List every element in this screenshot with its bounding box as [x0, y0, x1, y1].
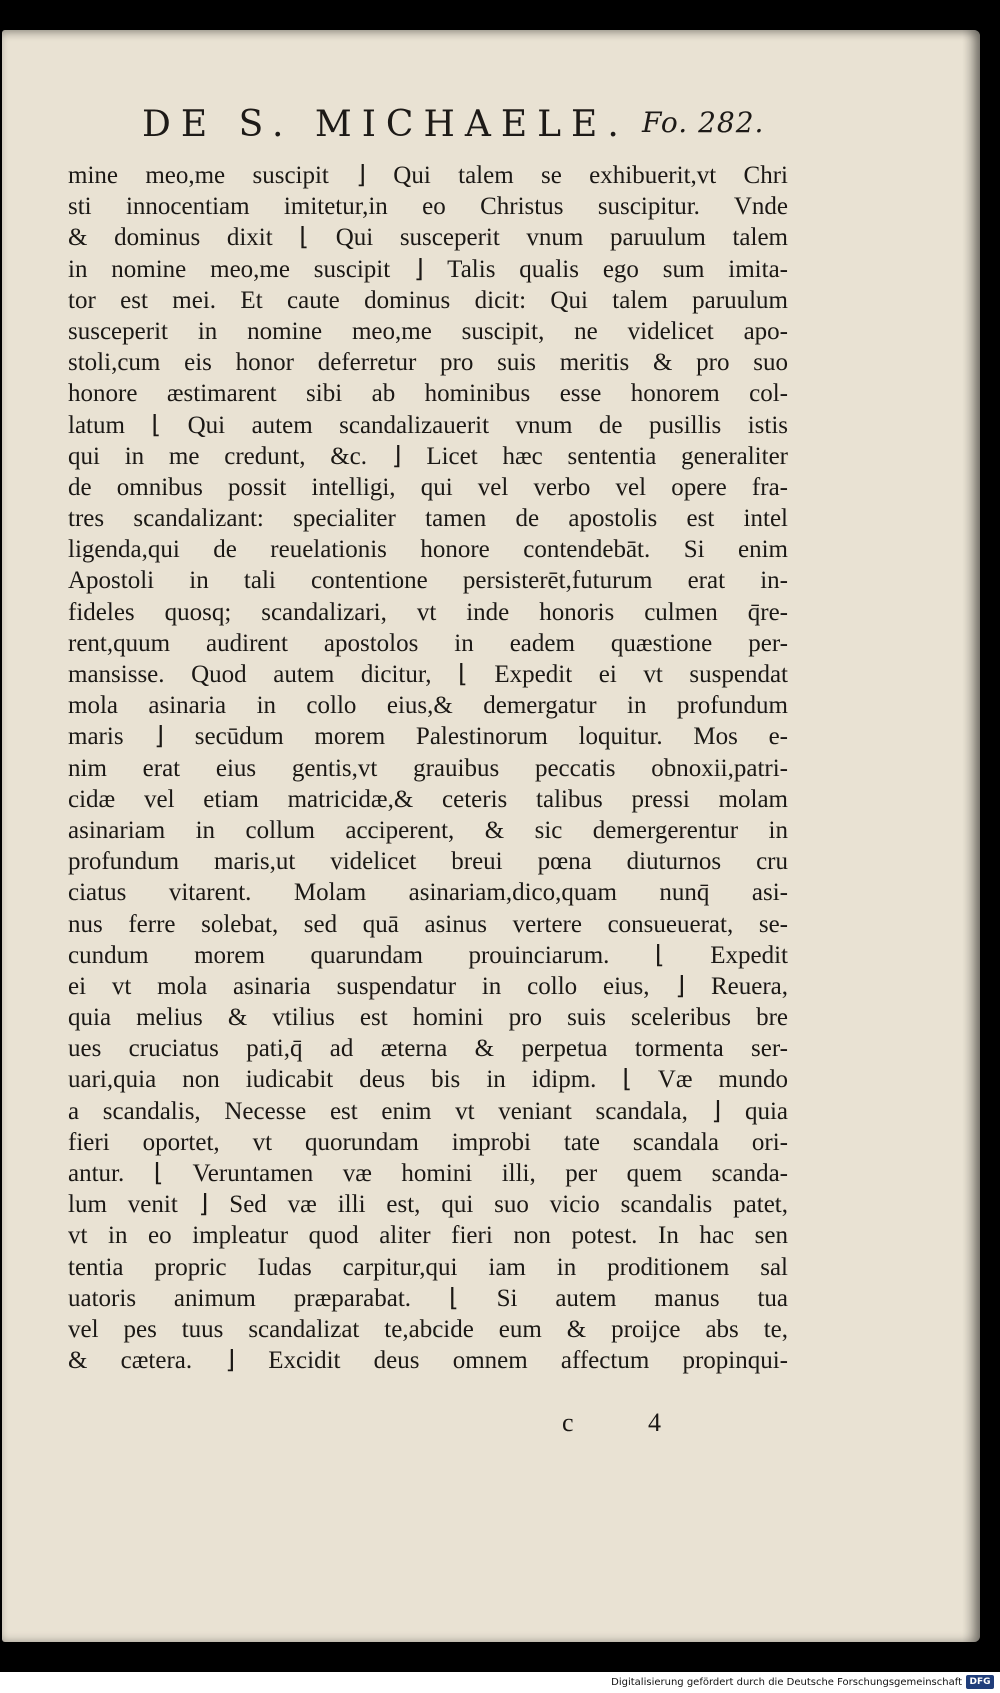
digitization-credit: Digitalisierung gefördert durch die Deutsche Forschungsgemeinschaft	[611, 1677, 962, 1688]
dfg-logo: DFG	[966, 1675, 994, 1689]
text-line: nim erat eius gentis,vt grauibus peccatis obnoxii,patri-	[68, 754, 788, 782]
text-line: tres scandalizant: specialiter tamen de apostolis est intel	[68, 505, 788, 533]
text-line: vt in eo impleatur quod aliter fieri non potest. In hac sen	[68, 1222, 788, 1250]
text-line: de omnibus possit intelligi, qui vel verbo vel opere fra-	[68, 473, 788, 501]
text-line: asinariam in collum acciperent, & sic demergerentur in	[68, 816, 788, 844]
text-line: latum ⌊ Qui autem scandalizauerit vnum de pusillis istis	[68, 411, 788, 439]
text-line: ligenda,qui de reuelationis honore contendebāt. Si enim	[68, 536, 788, 564]
body-text	[68, 160, 788, 1376]
text-line: mola asinaria in collo eius,& demergatur in profundum	[68, 692, 788, 720]
signature-mark: c 4	[562, 1408, 696, 1437]
text-line: a scandalis, Necesse est enim vt veniant scandala, ⌋ quia	[68, 1097, 788, 1125]
text-line: honore æstimarent sibi ab hominibus esse honorem col-	[68, 380, 788, 408]
text-line: profundum maris,ut videlicet breui pœna diuturnos cru	[68, 848, 788, 876]
text-line: tentia propric Iudas carpitur,qui iam in proditionem sal	[68, 1253, 788, 1281]
running-head: DE S. MICHAELE.	[142, 104, 629, 145]
text-line: maris ⌋ secūdum morem Palestinorum loquitur. Mos e-	[68, 723, 788, 751]
text-line: antur. ⌊ Veruntamen væ homini illi, per quem scanda-	[68, 1160, 788, 1187]
text-line: fideles quosq; scandalizari, vt inde honoris culmen q̄re-	[68, 598, 788, 626]
text-line: vel pes tuus scandalizat te,abcide eum & proijce abs te,	[68, 1315, 788, 1343]
text-line: cundum morem quarundam prouinciarum. ⌊ Expedit	[68, 941, 788, 969]
text-line: sti innocentiam imitetur,in eo Christus suscipitur. Vnde	[68, 193, 788, 221]
book-page	[2, 30, 980, 1642]
text-line: fieri oportet, vt quorundam improbi tate scandala ori-	[68, 1128, 788, 1156]
text-line: ues cruciatus pati,q̄ ad æterna & perpetua tormenta ser-	[68, 1035, 788, 1063]
folio-number: Fo. 282.	[642, 106, 765, 139]
text-line: stoli,cum eis honor deferretur pro suis meritis & pro suo	[68, 349, 788, 377]
text-line: quia melius & vtilius est homini pro suis sceleribus bre	[68, 1004, 788, 1032]
text-line: & dominus dixit ⌊ Qui susceperit vnum paruulum talem	[68, 224, 788, 252]
text-line: uari,quia non iudicabit deus bis in idipm. ⌊ Væ mundo	[68, 1066, 788, 1094]
text-line: in nomine meo,me suscipit ⌋ Talis qualis ego sum imita-	[68, 255, 788, 283]
text-line: & cætera. ⌋ Excidit deus omnem affectum propinqui-	[68, 1347, 788, 1375]
text-line: nus ferre solebat, sed quā asinus vertere consueuerat, se-	[68, 910, 788, 938]
text-line: mansisse. Quod autem dicitur, ⌊ Expedit ei vt suspendat	[68, 661, 788, 688]
text-line: Apostoli in tali contentione persisterēt,futurum erat in-	[68, 567, 788, 595]
text-line: susceperit in nomine meo,me suscipit, ne videlicet apo-	[68, 317, 788, 345]
text-line: mine meo,me suscipit ⌋ Qui talem se exhibuerit,vt Chri	[68, 162, 788, 189]
text-line: ei vt mola asinaria suspendatur in collo eius, ⌋ Reuera,	[68, 972, 788, 1000]
text-line: ciatus vitarent. Molam asinariam,dico,quam nunq̄ asi-	[68, 879, 788, 907]
text-line: tor est mei. Et caute dominus dicit: Qui talem paruulum	[68, 286, 788, 314]
text-line: cidæ vel etiam matricidæ,& ceteris talibus pressi molam	[68, 785, 788, 813]
text-line: lum venit ⌋ Sed væ illi est, qui suo vicio scandalis patet,	[68, 1191, 788, 1219]
text-line: uatoris animum præparabat. ⌊ Si autem manus tua	[68, 1284, 788, 1312]
text-line: qui in me credunt, &c. ⌋ Licet hæc sententia generaliter	[68, 442, 788, 470]
text-line: rent,quum audirent apostolos in eadem quæstione per-	[68, 629, 788, 657]
